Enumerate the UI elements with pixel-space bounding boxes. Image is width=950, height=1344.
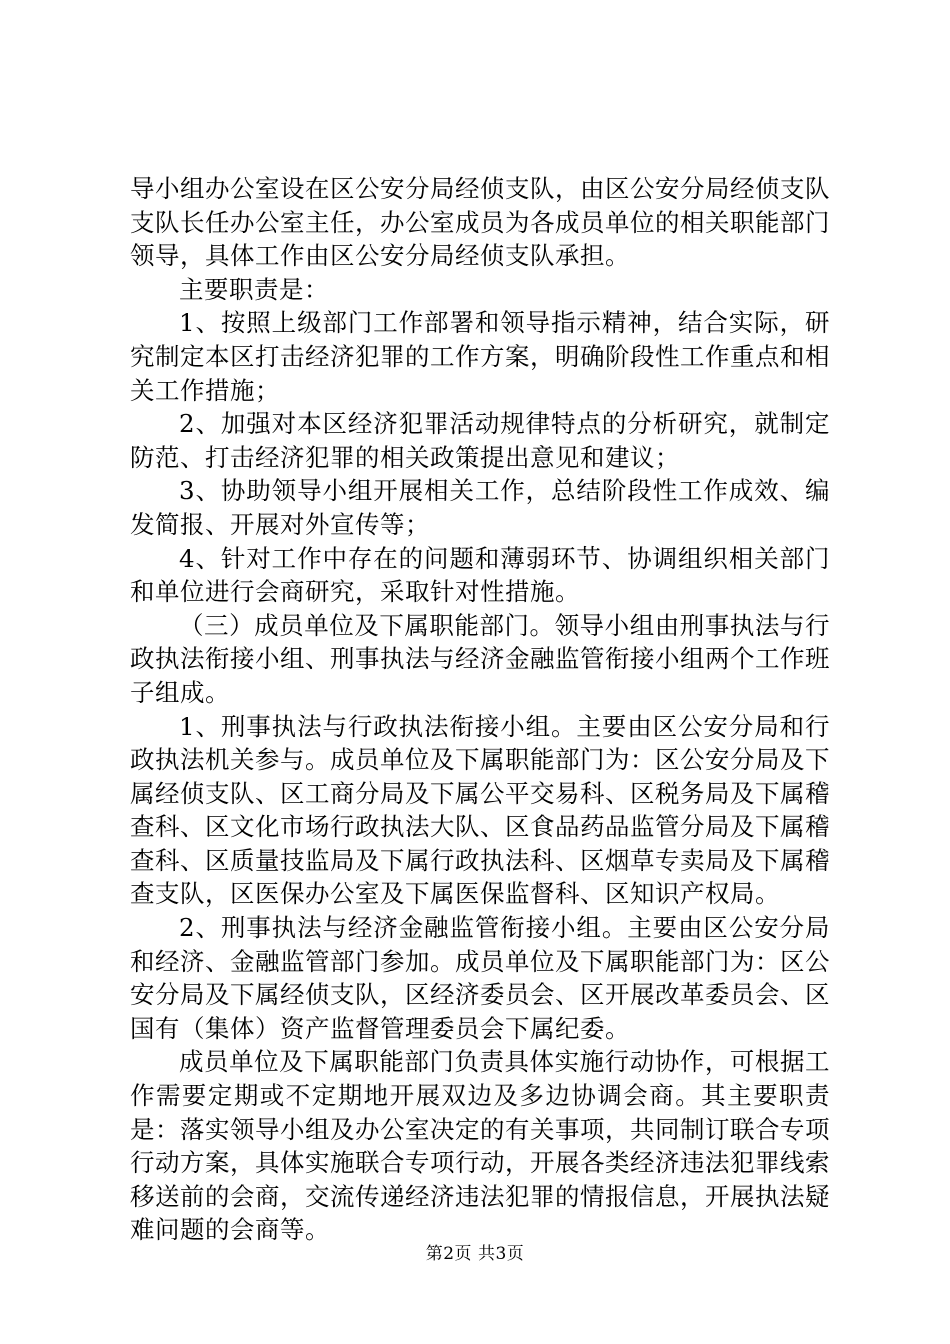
paragraph: 1、刑事执法与行政执法衔接小组。主要由区公安分局和行政执法机关参与。成员单位及下属职能部门为：区公安分局及下属经侦支队、区工商分局及下属公平交易科、区税务局及下属稽查科、区文化市场行政执法大队、区食品药品监管分局及下属稽查科、区质量技监局及下属行政执法科、区烟草专卖局及下属稽查支队，区医保办公室及下属医保监督科、区知识产权局。 (130, 711, 830, 909)
paragraph: 4、针对工作中存在的问题和薄弱环节、协调组织相关部门和单位进行会商研究，采取针对性措施。 (130, 543, 830, 607)
paragraph: 2、加强对本区经济犯罪活动规律特点的分析研究，就制定防范、打击经济犯罪的相关政策提出意见和建议； (130, 409, 830, 472)
paragraph: 导小组办公室设在区公安分局经侦支队，由区公安分局经侦支队支队长任办公室主任，办公室成员为各成员单位的相关职能部门领导，具体工作由区公安分局经侦支队承担。 (130, 174, 830, 271)
paragraph: 1、按照上级部门工作部署和领导指示精神，结合实际，研究制定本区打击经济犯罪的工作方案，明确阶段性工作重点和相关工作措施； (130, 308, 830, 405)
page-footer: 第2页 共3页 (425, 1244, 525, 1264)
paragraph: 2、刑事执法与经济金融监管衔接小组。主要由区公安分局和经济、金融监管部门参加。成员单位及下属职能部门为：区公安分局及下属经侦支队，区经济委员会、区开展改革委员会、区国有（集体）资产监督管理委员会下属纪委。 (130, 913, 830, 1043)
paragraph: 主要职责是： (179, 274, 329, 304)
paragraph: 成员单位及下属职能部门负责具体实施行动协作，可根据工作需要定期或不定期地开展双边及多边协调会商。其主要职责是：落实领导小组及办公室决定的有关事项，共同制订联合专项行动方案，具体实施联合专项行动，开展各类经济违法犯罪线索移送前的会商，交流传递经济违法犯罪的情报信息，开展执法疑难问题的会商等。 (130, 1047, 830, 1245)
document-body (130, 172, 830, 1247)
paragraph: 3、协助领导小组开展相关工作，总结阶段性工作成效、编发简报、开展对外宣传等； (130, 476, 830, 539)
paragraph: （三）成员单位及下属职能部门。领导小组由刑事执法与行政执法衔接小组、刑事执法与经济金融监管衔接小组两个工作班子组成。 (130, 610, 830, 707)
